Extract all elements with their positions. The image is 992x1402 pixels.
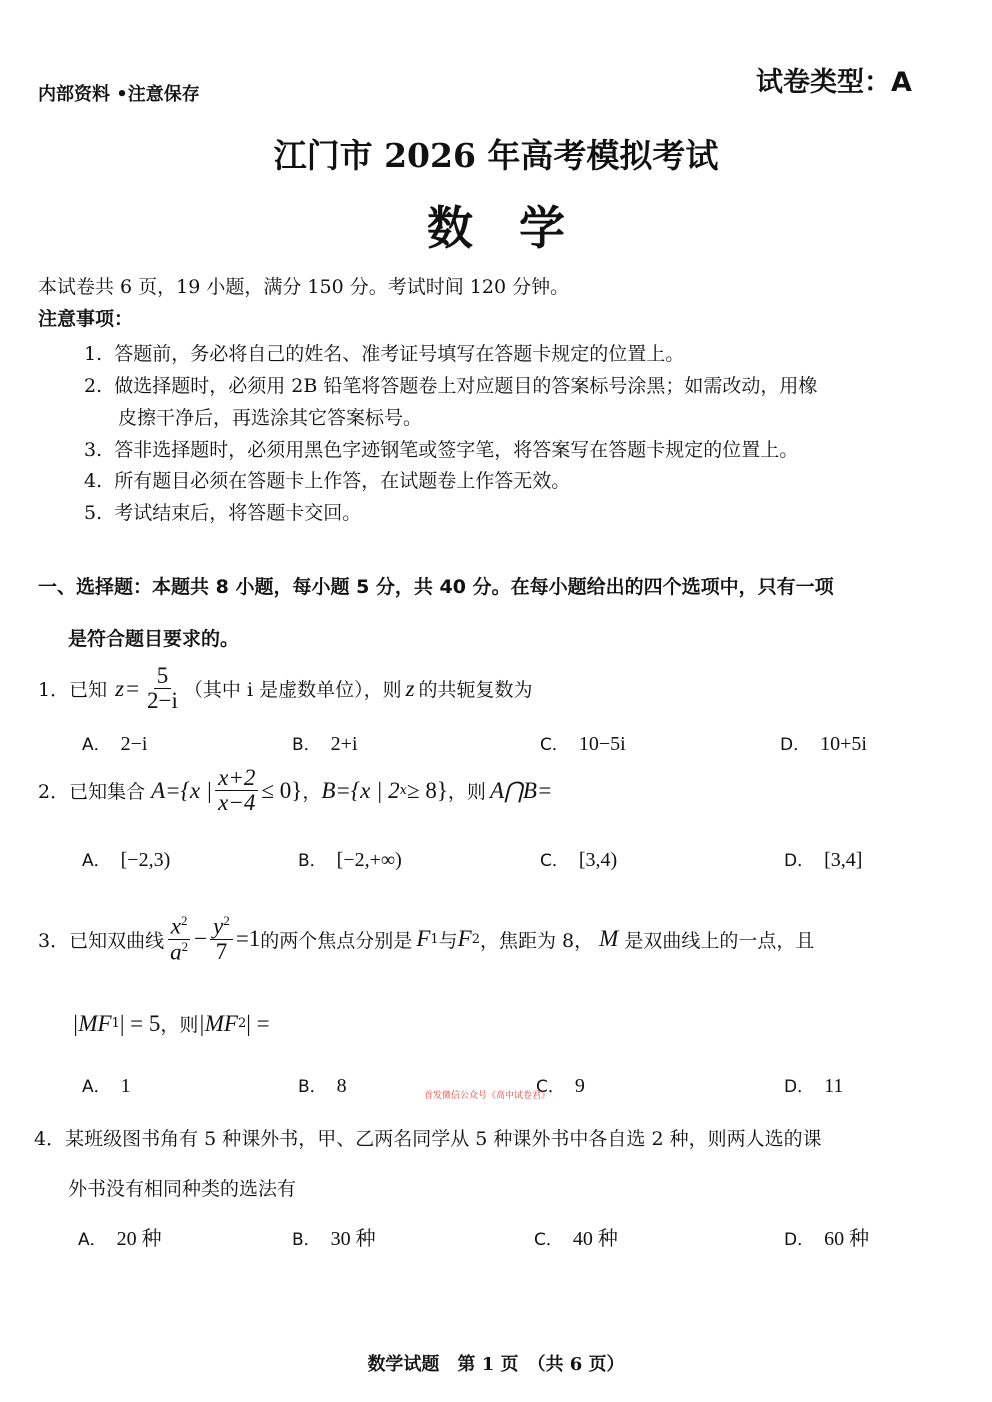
question-3-continued: |MF 1 | = 5 ，则 |MF 2 | = <box>72 1010 270 1036</box>
question-4-continued: 外书没有相同种类的选法有 <box>68 1178 297 1200</box>
option-b: B． [−2,+∞) <box>298 849 402 871</box>
question-number: 2． <box>38 781 70 804</box>
option-d: D． 10+5i <box>780 733 867 755</box>
note-item: 1. 答题前，务必将自己的姓名、准考证号填写在答题卡规定的位置上。 <box>84 343 685 365</box>
question-3: 3． 已知双曲线 $\frac{x^2}{a^2}$ − $\frac{y^2}{7}$ =1 的两个焦点分别是 F 1 与 F 2 ，焦距为 8， M 是双曲线上的一点，且 <box>38 913 815 965</box>
question-number: 4． <box>34 1128 66 1150</box>
question-2: 2． 已知集合 A={x | $\frac{x+2}{x-4}$ ≤ 0} ， B={x | 2 x ≥ 8} ，则 A⋂B= <box>38 765 553 816</box>
section-heading: 一、选择题：本题共 8 小题，每小题 5 分，共 40 分。在每小题给出的四个选项中，只有一项 <box>38 576 834 598</box>
confidential-label: 内部资料 •注意保存 <box>38 84 200 105</box>
note-item-continued: 皮擦干净后，再选涂其它答案标号。 <box>118 407 423 429</box>
option-c: C． [3,4) <box>540 849 618 871</box>
option-d: D． [3,4] <box>784 849 863 871</box>
option-a: A． [−2,3) <box>82 849 171 871</box>
question-number: 3． <box>38 929 70 952</box>
note-item: 2. 做选择题时，必须用 2B 铅笔将答题卷上对应题目的答案标号涂黑；如需改动，用橡 <box>84 375 818 397</box>
option-a: A． 20 种 <box>78 1228 162 1250</box>
fraction: $\frac{x+2}{x-4}$ <box>215 766 258 815</box>
paper-type-label: 试卷类型：A <box>756 67 912 98</box>
subject-title: 数 学 <box>427 201 565 255</box>
question-number: 1． <box>38 679 70 702</box>
note-item: 4. 所有题目必须在答题卡上作答，在试题卷上作答无效。 <box>84 470 571 492</box>
option-a: A． 2−i <box>82 733 148 755</box>
option-c: C． 40 种 <box>534 1228 618 1250</box>
section-heading-continued: 是符合题目要求的。 <box>68 628 240 650</box>
option-b: B． 2+i <box>292 733 358 755</box>
question-4: 4．某班级图书角有 5 种课外书，甲、乙两名同学从 5 种课外书中各自选 2 种，则两人选的课 <box>34 1128 822 1150</box>
note-item: 3. 答非选择题时，必须用黑色字迹钢笔或签字笔，将答案写在答题卡规定的位置上。 <box>84 439 799 461</box>
option-d: D． 60 种 <box>784 1228 870 1250</box>
option-b: B． 8 <box>298 1075 347 1097</box>
exam-title: 江门市 2026 年高考模拟考试 <box>273 136 719 175</box>
option-c: C． 10−5i <box>540 733 626 755</box>
notes-heading: 注意事项： <box>38 308 134 330</box>
watermark-text: 首发微信公众号《高中试卷君》 <box>424 1091 551 1101</box>
page-footer: 数学试题 第 1 页 （共 6 页） <box>367 1354 625 1375</box>
note-item: 5. 考试结束后，将答题卡交回。 <box>84 502 362 524</box>
fraction: $\frac{x^2}{a^2}$ <box>167 914 191 965</box>
option-d: D． 11 <box>784 1075 844 1097</box>
fraction: $\frac{y^2}{7}$ <box>210 914 233 964</box>
exam-intro: 本试卷共 6 页，19 小题，满分 150 分。考试时间 120 分钟。 <box>38 276 570 298</box>
option-a: A． 1 <box>82 1075 131 1097</box>
option-b: B． 30 种 <box>292 1228 376 1250</box>
fraction: $\frac{5}{2-i}$ <box>147 663 178 714</box>
option-c: C． 9 <box>536 1075 585 1097</box>
question-1: 1． 已知 z = $\frac{5}{2-i}$ （其中 i 是虚数单位），则 z 的共轭复数为 <box>38 663 533 714</box>
